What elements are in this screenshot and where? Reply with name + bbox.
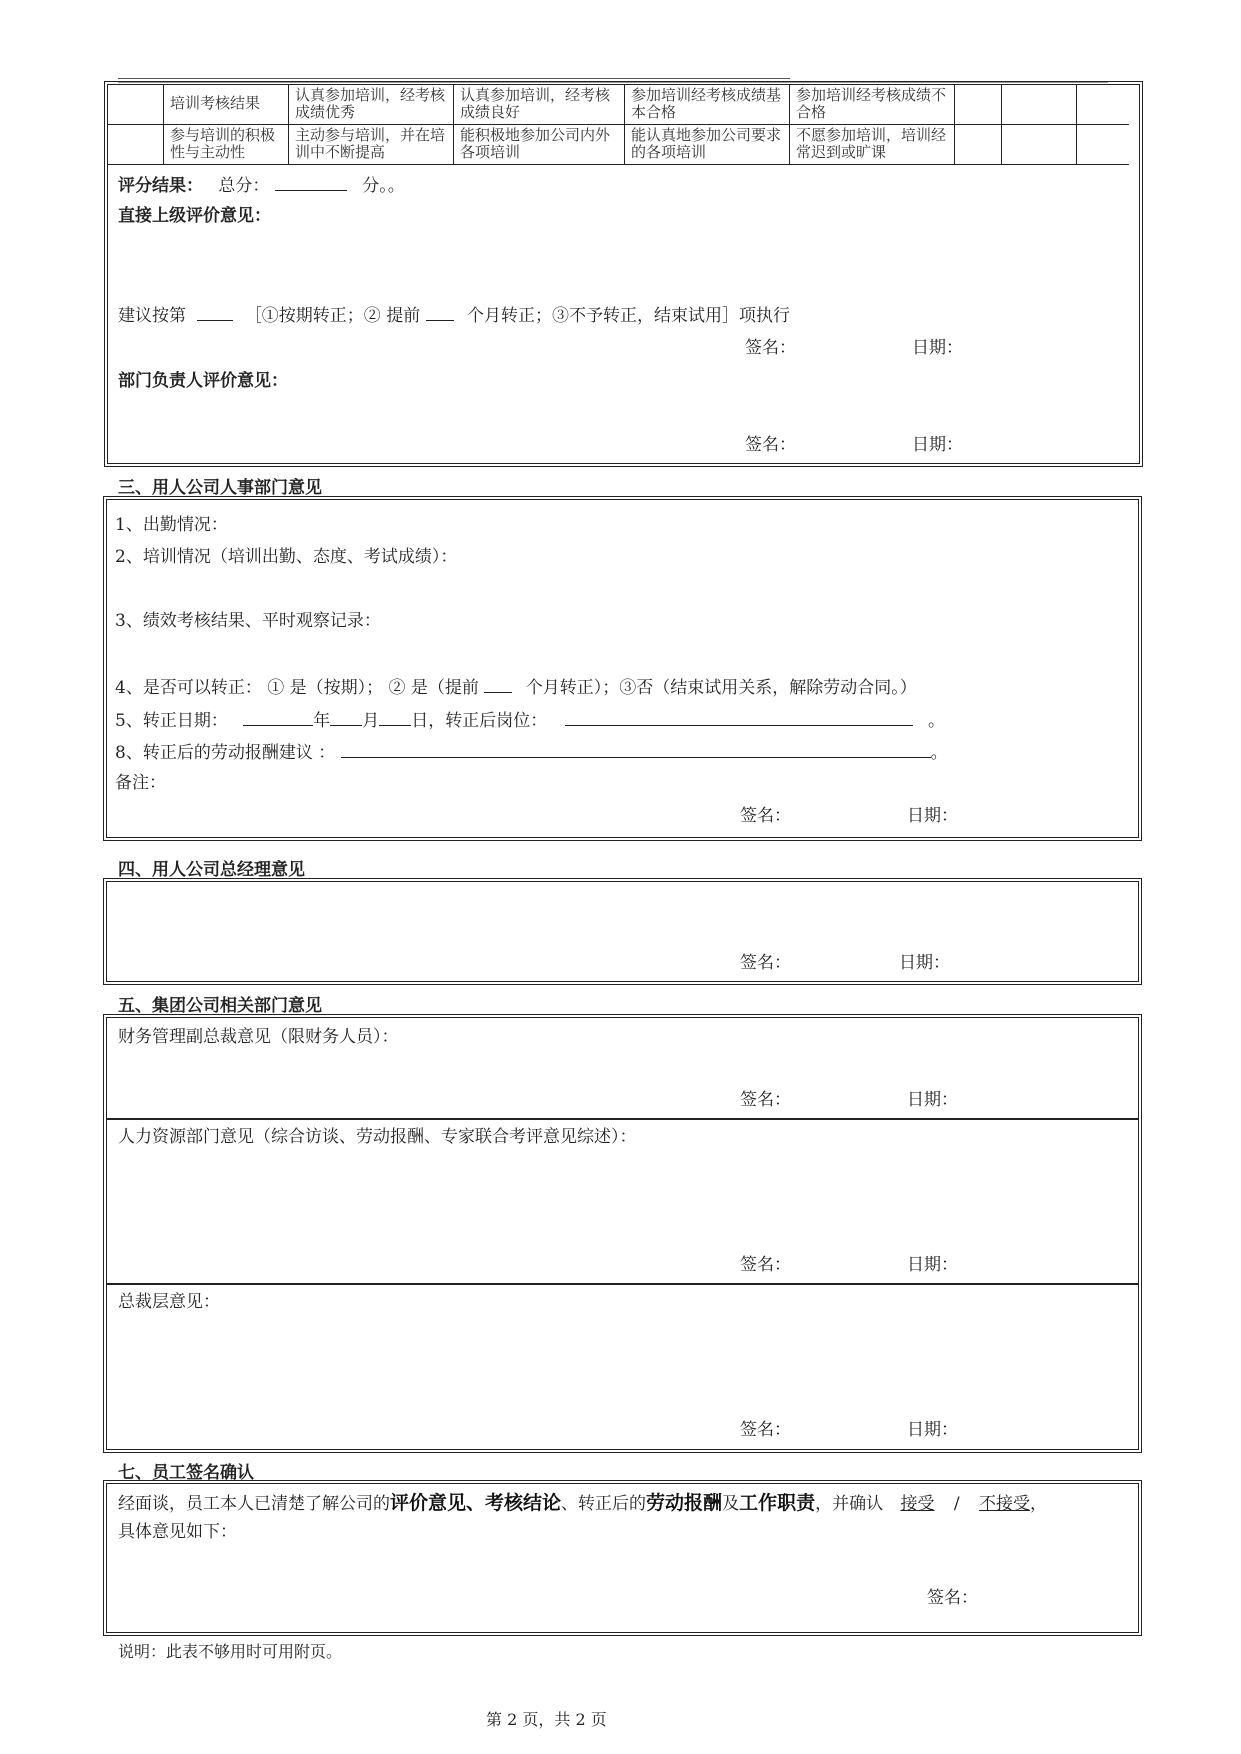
- performance-label: 3、绩效考核结果、平时观察记录：: [115, 611, 381, 631]
- period: 。: [930, 743, 948, 763]
- section4-title: 四、用人公司总经理意见: [118, 860, 305, 880]
- detail-label: 具体意见如下：: [118, 1522, 237, 1542]
- criteria-good: 能积极地参加公司内外各项培训: [454, 125, 625, 165]
- score-result-label: 评分结果：: [118, 176, 203, 196]
- year-label: 年: [313, 711, 331, 731]
- dept-head-sign: 签名：: [745, 435, 796, 455]
- convert-prefix: 4、是否可以转正： ① 是（按期）； ② 是（提前: [115, 678, 479, 698]
- post-field[interactable]: [565, 711, 913, 726]
- confirm-text-2: 、转正后的: [561, 1494, 647, 1514]
- header-rule-2: [118, 82, 1108, 83]
- period: 。: [928, 711, 946, 731]
- month-field[interactable]: [330, 711, 362, 726]
- month-label: 月: [362, 711, 380, 731]
- supervisor-sign: 签名：: [745, 338, 796, 358]
- attendance-label: 1、出勤情况：: [115, 515, 228, 535]
- salary-row: [115, 743, 948, 762]
- criteria-fail: 不愿参加培训，培训经常迟到或旷课: [790, 125, 955, 165]
- separator: 、: [466, 1492, 486, 1514]
- criteria-pass: 能认真地参加公司要求的各项培训: [625, 125, 790, 165]
- dept-head-opinion-label: 部门负责人评价意见：: [118, 371, 288, 391]
- score-cell[interactable]: [1002, 85, 1077, 125]
- table-row: [107, 125, 1129, 165]
- score-cell[interactable]: [1002, 125, 1077, 165]
- suggest-options: ［①按期转正；② 提前: [244, 306, 421, 326]
- suggest-prefix: 建议按第: [118, 306, 186, 326]
- salary-field[interactable]: [341, 743, 931, 758]
- suggest-item-field[interactable]: [197, 306, 233, 321]
- compensation-term: 劳动报酬: [646, 1492, 723, 1514]
- training-criteria-table: [107, 84, 1129, 165]
- section3-title: 三、用人公司人事部门意见: [118, 478, 322, 498]
- divider: [106, 1283, 1139, 1285]
- criteria-good: 认真参加培训，经考核成绩良好: [454, 85, 625, 125]
- option-slash: /: [953, 1494, 960, 1514]
- suggestion-row: [118, 306, 790, 325]
- gm-date: 日期：: [899, 953, 950, 973]
- blank-cell: [107, 125, 164, 165]
- page-number: 第 2 页，共 2 页: [486, 1710, 607, 1729]
- day-label: 日，转正后岗位：: [411, 711, 548, 731]
- total-label: 总分：: [218, 176, 270, 196]
- president-sign: 签名：: [740, 1420, 791, 1440]
- footer-note: 说明：此表不够用时可用附页。: [118, 1642, 343, 1661]
- score-cell[interactable]: [955, 125, 1002, 165]
- finance-opinion-label: 财务管理副总裁意见（限财务人员）：: [118, 1027, 399, 1047]
- gm-sign: 签名：: [740, 953, 791, 973]
- dept-head-date: 日期：: [912, 435, 963, 455]
- employee-sign: 签名：: [927, 1588, 978, 1608]
- advance-months-field[interactable]: [426, 306, 454, 321]
- divider: [106, 1118, 1139, 1120]
- comma: ，: [1030, 1494, 1048, 1514]
- hr-dept-opinion-label: 人力资源部门意见（综合访谈、劳动报酬、专家联合考评意见综述）：: [118, 1127, 637, 1147]
- hr-dept-date: 日期：: [907, 1255, 958, 1275]
- suggest-mid: 个月转正；③不予转正，结束试用］项执行: [467, 306, 791, 326]
- confirm-text-4: ，并确认: [815, 1494, 884, 1514]
- hr-dept-sign: 签名：: [740, 1255, 791, 1275]
- training-label: 2、培训情况（培训出勤、态度、考试成绩）：: [115, 547, 458, 567]
- confirm-text-3: 及: [722, 1494, 740, 1514]
- convert-date-row: [115, 711, 945, 730]
- hr-advance-months-field[interactable]: [484, 678, 512, 693]
- duties-term: 工作职责: [739, 1492, 816, 1514]
- criteria-excellent: 认真参加培训，经考核成绩优秀: [289, 85, 454, 125]
- blank-cell: [107, 85, 164, 125]
- criteria-excellent: 主动参与培训，并在培训中不断提高: [289, 125, 454, 165]
- total-unit: 分。。: [362, 176, 405, 196]
- header-rule: [118, 78, 790, 79]
- supervisor-opinion-label: 直接上级评价意见：: [118, 206, 271, 226]
- score-result-row: [118, 176, 405, 195]
- remark-label: 备注：: [115, 773, 166, 793]
- criteria-item: 培训考核结果: [164, 85, 289, 125]
- president-opinion-label: 总裁层意见：: [118, 1292, 220, 1312]
- supervisor-date: 日期：: [912, 338, 963, 358]
- criteria-fail: 参加培训经考核成绩不合格: [790, 85, 955, 125]
- president-date: 日期：: [907, 1420, 958, 1440]
- section7-title: 七、员工签名确认: [118, 1463, 254, 1483]
- convert-row: [115, 678, 917, 697]
- reject-option[interactable]: 不接受: [979, 1494, 1031, 1514]
- day-field[interactable]: [379, 711, 411, 726]
- total-score-field[interactable]: [275, 176, 347, 191]
- salary-prefix: 8、转正后的劳动报酬建议 ：: [115, 743, 336, 763]
- gm-opinion-box: [106, 881, 1139, 982]
- hr-sign: 签名：: [740, 806, 791, 826]
- hr-date: 日期：: [907, 806, 958, 826]
- criteria-pass: 参加培训经考核成绩基本合格: [625, 85, 790, 125]
- finance-sign: 签名：: [740, 1090, 791, 1110]
- finance-date: 日期：: [907, 1090, 958, 1110]
- convert-suffix: 个月转正）；③否（结束试用关系，解除劳动合同。）: [525, 678, 917, 698]
- confirm-statement: [118, 1494, 1047, 1513]
- eval-opinion-term: 评价意见: [390, 1492, 467, 1514]
- table-row: [107, 85, 1129, 125]
- confirm-text-1: 经面谈，员工本人已清楚了解公司的: [118, 1494, 390, 1514]
- score-cell[interactable]: [1077, 125, 1130, 165]
- assessment-term: 考核结论: [485, 1492, 562, 1514]
- year-field[interactable]: [243, 711, 313, 726]
- date-prefix: 5、转正日期：: [115, 711, 228, 731]
- group-opinion-box: [106, 1017, 1139, 1450]
- score-cell[interactable]: [955, 85, 1002, 125]
- accept-option[interactable]: 接受: [900, 1494, 935, 1514]
- section5-title: 五、集团公司相关部门意见: [118, 996, 322, 1016]
- criteria-item: 参与培训的积极性与主动性: [164, 125, 289, 165]
- score-cell[interactable]: [1077, 85, 1130, 125]
